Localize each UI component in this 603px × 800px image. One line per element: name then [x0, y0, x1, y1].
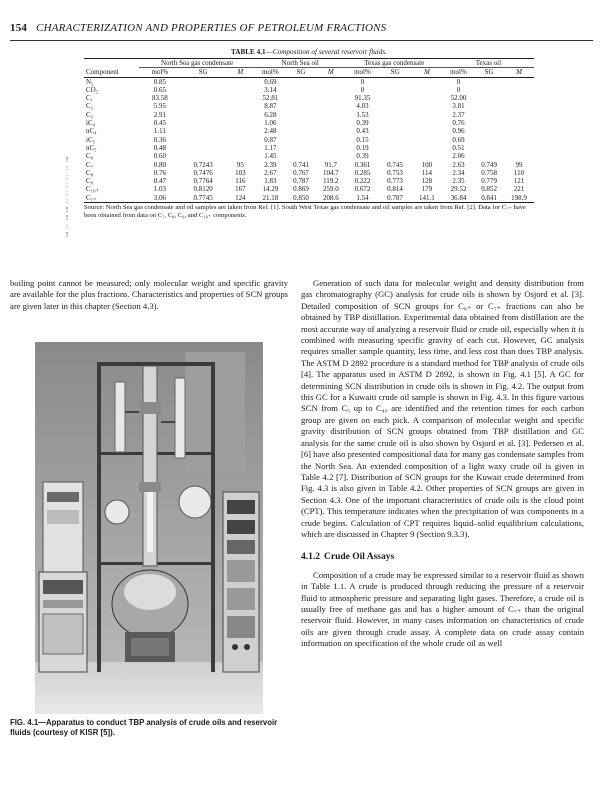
value-cell: 0 — [456, 77, 461, 86]
value-cell — [504, 77, 534, 86]
running-title: CHARACTERIZATION AND PROPERTIES OF PETROLEUM FRACTIONS — [36, 22, 387, 34]
value-cell: 0.773 — [387, 177, 403, 186]
value-cell — [180, 136, 226, 144]
table-row — [84, 185, 534, 193]
value-cell: 0.787 — [379, 194, 411, 203]
value-cell — [504, 94, 534, 102]
value-cell — [226, 86, 255, 94]
value-cell: 0.87 — [264, 135, 277, 144]
value-cell — [474, 119, 504, 127]
value-cell: 103 — [235, 168, 246, 177]
component-cell: N₂ — [86, 77, 94, 86]
value-cell: 2.91 — [153, 110, 167, 119]
component-cell: C₁₀₊ — [86, 185, 100, 194]
value-cell: 0.47 — [153, 177, 167, 186]
component-cell: nC₄ — [86, 127, 97, 136]
value-cell — [379, 144, 411, 152]
value-cell: 4.03 — [356, 102, 369, 111]
component-cell: C₈ — [86, 168, 94, 177]
right-column — [301, 278, 584, 650]
component-cell: iC₅ — [86, 135, 96, 144]
value-cell: 0.39 — [356, 152, 369, 161]
value-cell — [411, 152, 443, 160]
value-cell: 0.15 — [356, 135, 369, 144]
value-cell — [180, 152, 226, 160]
value-cell: 3.14 — [264, 85, 277, 94]
column-header: SG — [180, 68, 226, 77]
column-header: M — [504, 68, 534, 77]
value-cell — [316, 102, 346, 110]
table-row — [84, 119, 534, 127]
value-cell: 167 — [235, 185, 246, 194]
value-cell — [411, 119, 443, 127]
value-cell — [504, 136, 534, 144]
value-cell: 21.18 — [255, 194, 286, 203]
value-cell — [226, 111, 255, 119]
table-row — [84, 102, 534, 110]
value-cell — [379, 102, 411, 110]
table-row — [84, 144, 534, 152]
value-cell: 121 — [513, 177, 525, 186]
value-cell: 1.54 — [346, 194, 379, 203]
component-cell: nC₅ — [86, 143, 97, 152]
value-cell: 0.749 — [481, 160, 497, 169]
right-paragraph-2: Composition of a crude may be expressed similar to a reservoir fluid as shown in Table 1.1. A crude is produced through reducing the pressure of a reservoir fluid to atmospheric pressure and separating light gases. Therefore, a crude oil is usually free of methane gas and has a higher amount of C₇₊ than the original reservoir fluid. However, in many cases information on characteristics of crude oils are given through crude assay. A complete data on crude assay contain information on specification of the whole crude oil as well — [301, 569, 584, 649]
value-cell — [411, 77, 443, 86]
value-cell: 2.37 — [452, 110, 465, 119]
table-row — [84, 136, 534, 144]
value-cell: 1.11 — [153, 127, 166, 136]
column-header: mol% — [443, 68, 474, 77]
value-cell: 2.48 — [264, 127, 277, 136]
value-cell — [316, 144, 346, 152]
value-cell — [474, 94, 504, 102]
value-cell — [379, 119, 411, 127]
value-cell — [286, 86, 316, 94]
value-cell: 104.7 — [322, 168, 339, 177]
value-cell: 0.285 — [354, 168, 371, 177]
value-cell — [411, 136, 443, 144]
value-cell: 0.85 — [153, 77, 167, 86]
value-cell — [379, 136, 411, 144]
figure-caption: FIG. 4.1—Apparatus to conduct TBP analysis of crude oils and reservoir fluids (courtesy of KISR [5]). — [10, 718, 278, 737]
column-header: SG — [286, 68, 316, 77]
column-header: M — [226, 68, 255, 77]
value-cell — [286, 77, 316, 86]
value-cell: 1.83 — [264, 177, 277, 186]
value-cell: 2.63 — [452, 160, 465, 169]
value-cell: 100 — [421, 160, 433, 169]
tbp-apparatus-illustration — [35, 342, 263, 714]
value-cell: 0.745 — [387, 160, 403, 169]
value-cell: 0.767 — [293, 168, 309, 177]
value-cell — [180, 127, 226, 135]
value-cell: 119.2 — [323, 177, 339, 186]
value-cell — [474, 127, 504, 135]
component-cell: C₃ — [86, 110, 94, 119]
value-cell: 141.1 — [411, 194, 443, 203]
value-cell — [226, 77, 255, 86]
value-cell: 221 — [513, 185, 525, 194]
value-cell: 91.35 — [354, 94, 371, 103]
right-paragraph-1: Generation of such data for molecular weight and density distribution from gas chromatography (GC) analysis for crude oils is shown by Osjord et al. [3]. Detailed composition of SCN groups for C₆₊ or C₇₊ fractions can also be obtained by TBP distillation. Experimental data obtained from distillation are the most accurate way of analyzing a reservoir fluid or crude oil, especially when it is combined with measuring specific gravity of each cut. However, GC analysis requires smaller sample quantity, less time, and less cost than does TBP analysis. The ASTM D 2892 procedure is a standard method for TBP analysis of crude oils [4]. The apparatus used in ASTM D 2892, is shown in Fig. 4.1 [5]. A GC for determining SCN distribution in crude oils is shown in Fig. 4.2. The output from this GC for a Kuwaiti crude oil sample is shown in Fig. 4.3. In this figure various SCN from C₅ up to C₄₀ are identified and the retention times for each carbon group are given on each pick. A comparison of molecular weight and specific gravity distribution of SCN groups obtained from TBP distillation and GC analysis for the same crude oil is also shown by Osjord et al. [3]. Pedersen et al. [6] have also presented compositional data for many gas condensate samples from the North Sea. An extended composition of a light waxy crude oil is given in Table 4.2 [7]. Distribution of SCN groups for the Kuwait crude determined from Fig. 4.3 is also given in Table 4.2. Other properties of SCN groups are given in Section 4.3. One of the important characteristics of crude oils is the cloud point (CPT). This temperature indicates when the precipitation of wax components in a crude begins. Calculation of CPT requires liquid–solid equilibrium calculations, which are discussed in Chapter 9 (Section 9.3.3). — [301, 278, 584, 539]
value-cell: 0.7243 — [193, 160, 213, 169]
value-cell — [474, 136, 504, 144]
group-texas-gas-condensate: Texas gas condensate — [346, 59, 443, 68]
column-header: SG — [474, 68, 504, 77]
value-cell: 3.81 — [452, 102, 465, 111]
left-paragraph: boiling point cannot be measured; only molecular weight and specific gravity are available for the plus fractions. Characteristics and properties of SCN groups are given later in this chapter (Section 4.3). — [10, 278, 288, 311]
value-cell: 0.779 — [481, 177, 497, 186]
value-cell: 0.60 — [153, 152, 167, 161]
group-texas-oil: Texas oil — [443, 59, 534, 68]
value-cell — [316, 136, 346, 144]
value-cell: 0 — [360, 77, 365, 86]
value-cell: 124 — [226, 194, 255, 203]
table-caption: TABLE 4.1—Composition of several reservoir fluids. — [231, 48, 387, 56]
value-cell — [226, 119, 255, 127]
table-row — [84, 77, 534, 86]
value-cell — [379, 77, 411, 86]
table-row — [84, 86, 534, 94]
value-cell: 0.45 — [153, 119, 167, 128]
value-cell — [180, 102, 226, 110]
table-source-note: Source: North Sea gas condensate and oil samples are taken from Ref. [1]. South West Texas gas condensate and oil samples are taken from Ref. [2]. Data for C₇₊ have been obtained from data on C₇, C₈, C₉, and C₁₀₊ components. — [84, 204, 526, 220]
value-cell: 0.76 — [153, 168, 167, 177]
header-rule — [10, 40, 593, 41]
value-cell: 0.741 — [293, 160, 309, 169]
table-label: TABLE 4.1 — [231, 48, 266, 56]
value-cell: 0.7745 — [180, 194, 226, 203]
value-cell: 0.36 — [153, 135, 167, 144]
value-cell: 0.7764 — [193, 177, 213, 186]
value-cell — [316, 86, 346, 94]
value-cell: 52.00 — [450, 94, 467, 103]
value-cell: 0.48 — [153, 143, 167, 152]
value-cell: 1.06 — [264, 119, 277, 128]
value-cell: 179 — [421, 185, 433, 194]
value-cell: 208.6 — [316, 194, 346, 203]
value-cell — [226, 152, 255, 160]
value-cell — [316, 94, 346, 102]
value-cell: 0.222 — [354, 177, 371, 186]
value-cell: 14.29 — [262, 185, 279, 194]
page-number: 154 — [10, 22, 28, 34]
value-cell — [286, 102, 316, 110]
value-cell: 3.06 — [139, 194, 180, 203]
value-cell — [316, 111, 346, 119]
table-row — [84, 94, 534, 102]
value-cell — [474, 102, 504, 110]
value-cell — [474, 152, 504, 160]
section-number: 4.1.2 — [301, 552, 320, 563]
value-cell: 99 — [515, 160, 523, 169]
value-cell: 29.52 — [450, 185, 467, 194]
value-cell: 1.17 — [264, 143, 277, 152]
table-row — [84, 177, 534, 185]
value-cell: 0.850 — [286, 194, 316, 203]
value-cell: 36.84 — [443, 194, 474, 203]
value-cell — [379, 152, 411, 160]
value-cell — [411, 111, 443, 119]
value-cell: 0.841 — [474, 194, 504, 203]
value-cell — [504, 102, 534, 110]
value-cell — [226, 127, 255, 135]
value-cell: 0.51 — [452, 143, 465, 152]
value-cell: 128 — [421, 177, 433, 186]
table-4-1 — [84, 48, 534, 220]
value-cell: 52.81 — [262, 94, 279, 103]
value-cell: 83.58 — [152, 94, 168, 103]
value-cell — [180, 94, 226, 102]
value-cell: 0.65 — [153, 85, 167, 94]
value-cell — [226, 102, 255, 110]
value-cell: 0 — [360, 85, 365, 94]
table-row — [84, 161, 534, 169]
value-cell: 5.95 — [153, 102, 167, 111]
value-cell: 6.28 — [264, 110, 277, 119]
value-cell: 0.39 — [356, 119, 369, 128]
value-cell: 198.9 — [504, 194, 534, 203]
column-header: M — [316, 68, 346, 77]
value-cell: 2.34 — [452, 168, 465, 177]
value-cell: 114 — [421, 168, 432, 177]
value-cell: 91.7 — [324, 160, 337, 169]
value-cell: 0.76 — [452, 119, 465, 128]
value-cell: 2.39 — [264, 160, 277, 169]
component-cell: C₉ — [86, 177, 94, 186]
value-cell: 0.758 — [481, 168, 497, 177]
value-cell — [411, 127, 443, 135]
section-title: Crude Oil Assays — [324, 552, 395, 563]
value-cell — [180, 111, 226, 119]
column-header: mol% — [255, 68, 286, 77]
margin-change-marks: ! : : : : : ! ! : ! — [65, 156, 69, 239]
value-cell — [286, 119, 316, 127]
value-cell — [411, 144, 443, 152]
group-north-sea-gas-condensate: North Sea gas condensate — [139, 59, 254, 68]
value-cell — [286, 94, 316, 102]
value-cell — [286, 152, 316, 160]
table-row — [84, 194, 534, 203]
table-row — [84, 127, 534, 135]
value-cell: 110 — [513, 168, 525, 177]
value-cell — [316, 152, 346, 160]
value-cell: 0.96 — [452, 127, 465, 136]
table-row — [84, 111, 534, 119]
value-cell: 0.753 — [387, 168, 403, 177]
value-cell: 0.787 — [293, 177, 309, 186]
value-cell: 0.19 — [356, 143, 369, 152]
value-cell: 0 — [456, 85, 461, 94]
value-cell — [226, 144, 255, 152]
value-cell — [474, 86, 504, 94]
value-cell: 0.672 — [354, 185, 371, 194]
value-cell — [286, 144, 316, 152]
value-cell — [316, 127, 346, 135]
section-heading-4-1-2 — [301, 552, 584, 563]
table-group-header-row — [84, 59, 534, 68]
left-column — [10, 278, 288, 312]
table-row — [84, 169, 534, 177]
composition-table — [84, 58, 534, 203]
value-cell: 0.869 — [293, 185, 309, 194]
value-cell — [504, 86, 534, 94]
component-cell: C₁ — [86, 94, 94, 103]
value-cell — [286, 111, 316, 119]
value-cell: 2.06 — [452, 152, 465, 161]
component-cell: C₆ — [86, 152, 94, 161]
value-cell — [411, 102, 443, 110]
value-cell: 95 — [236, 160, 244, 169]
value-cell: 0.7476 — [193, 168, 213, 177]
running-head — [10, 22, 386, 34]
value-cell — [379, 94, 411, 102]
value-cell — [286, 136, 316, 144]
value-cell — [504, 152, 534, 160]
column-header: mol% — [346, 68, 379, 77]
value-cell: 2.35 — [452, 177, 465, 186]
value-cell — [379, 86, 411, 94]
value-cell — [504, 111, 534, 119]
value-cell — [316, 77, 346, 86]
value-cell — [316, 119, 346, 127]
value-cell — [379, 127, 411, 135]
value-cell: 0.852 — [481, 185, 497, 194]
value-cell — [226, 94, 255, 102]
value-cell: 0.69 — [452, 135, 465, 144]
value-cell: 0.8120 — [193, 185, 213, 194]
value-cell: 0.814 — [387, 185, 403, 194]
column-header: SG — [379, 68, 411, 77]
group-north-sea-oil: North Sea oil — [255, 59, 346, 68]
value-cell — [379, 111, 411, 119]
column-header: M — [411, 68, 443, 77]
value-cell — [474, 111, 504, 119]
value-cell — [180, 119, 226, 127]
value-cell: 1.53 — [356, 110, 369, 119]
value-cell — [474, 144, 504, 152]
value-cell: 116 — [235, 177, 246, 186]
component-cell: C₂ — [86, 102, 94, 111]
value-cell — [286, 127, 316, 135]
component-cell: C₇₊ — [84, 194, 139, 203]
value-cell — [180, 144, 226, 152]
value-cell — [504, 127, 534, 135]
component-cell: CO₂ — [86, 85, 99, 94]
value-cell — [180, 86, 226, 94]
value-cell: 1.03 — [153, 185, 167, 194]
column-header: Component — [84, 68, 139, 77]
value-cell: 8.87 — [264, 102, 277, 111]
value-cell — [504, 144, 534, 152]
value-cell: 0.43 — [356, 127, 369, 136]
component-cell: iC₄ — [86, 119, 96, 128]
value-cell: 2.67 — [264, 168, 277, 177]
table-column-header-row — [84, 68, 534, 77]
table-row — [84, 152, 534, 160]
column-header: mol% — [139, 68, 180, 77]
value-cell: 1.45 — [264, 152, 277, 161]
value-cell: 259.0 — [322, 185, 339, 194]
value-cell — [411, 94, 443, 102]
value-cell — [504, 119, 534, 127]
value-cell: 0.361 — [354, 160, 371, 169]
value-cell — [474, 77, 504, 86]
value-cell: 0.80 — [153, 160, 167, 169]
value-cell: 0.69 — [264, 77, 277, 86]
value-cell — [411, 86, 443, 94]
value-cell — [226, 136, 255, 144]
component-cell: C₇ — [86, 160, 94, 169]
table-title: Composition of several reservoir fluids. — [272, 48, 387, 56]
value-cell — [180, 77, 226, 86]
